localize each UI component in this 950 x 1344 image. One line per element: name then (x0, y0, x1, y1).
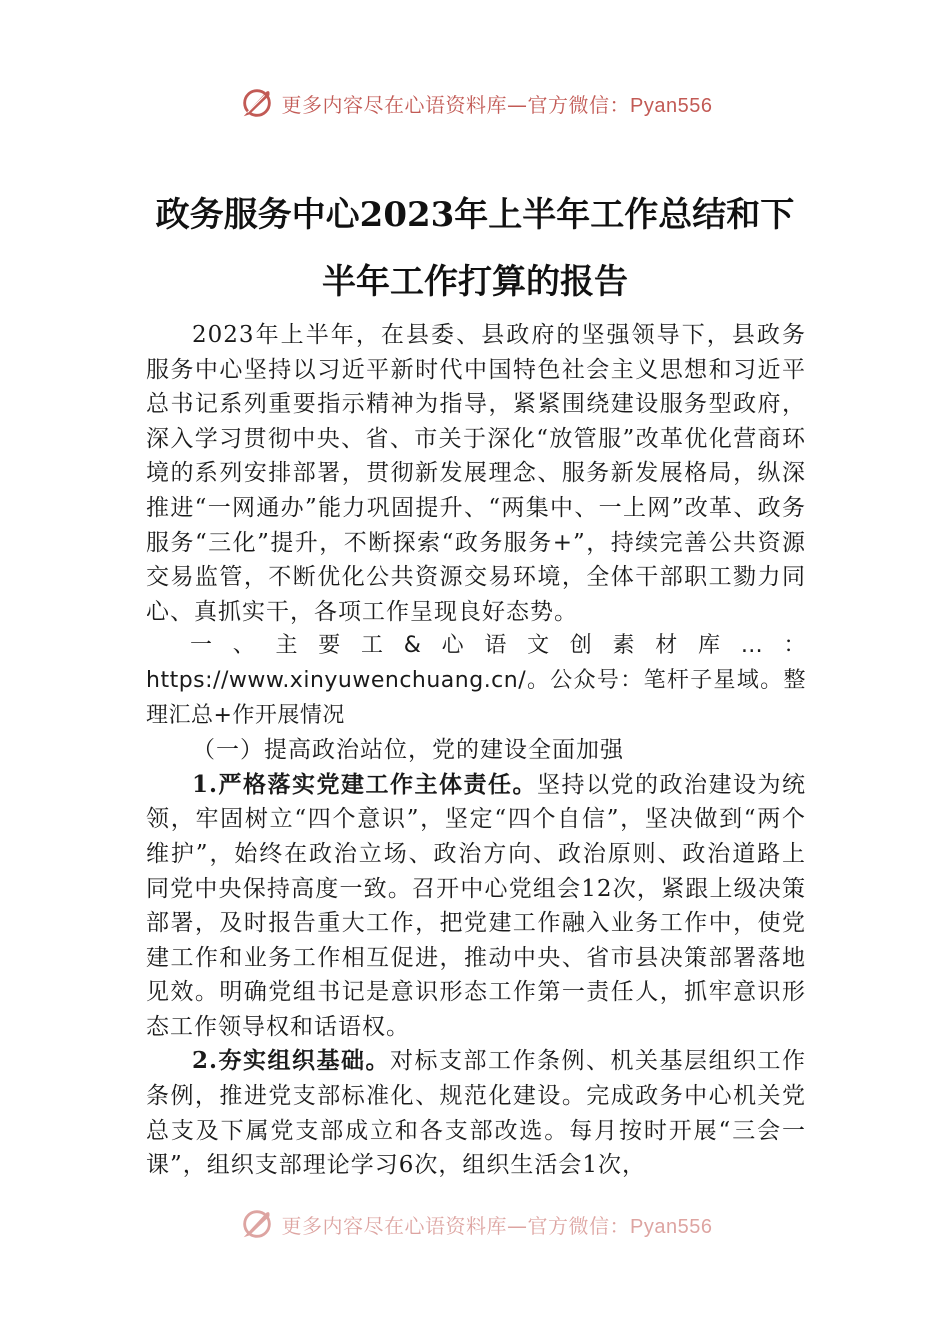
item-2-title: 2.夯实组织基础。 (192, 1047, 391, 1075)
feather-pen-logo-icon (238, 84, 276, 122)
item-1-body: 坚持以党的政治建设为统领，牢固树立“四个意识”，坚定“四个自信”，坚决做到“两个维护”，始终在政治立场、政治方向、政治原则、政治道路上同党中央保持高度一致。召开中心党组会12次，紧跟上级决策部署，及时报告重大工作，把党建工作融入业务工作中，使党建工作和业务工作相互促进，推动中央、省市县决策部署落地见效。明确党组书记是意识形态工作第一责任人，抓牢意识形态工作领导权和话语权。 (146, 771, 807, 1040)
footer-watermark (0, 1204, 950, 1244)
header-watermark (0, 80, 950, 126)
subsection-1-heading: （一）提高政治站位，党的建设全面加强 (192, 737, 624, 764)
item-2-paragraph (146, 1044, 806, 1182)
intro-paragraph: 2023年上半年，在县委、县政府的坚强领导下，县政务服务中心坚持以习近平新时代中国特色社会主义思想和习近平总书记系列重要指示精神为指导，紧紧围绕建设服务型政府，深入学习贯彻中央、省、市关于深化“放管服”改革优化营商环境的系列安排部署，贯彻新发展理念、服务新发展格局，纵深推进“一网通办”能力巩固提升、“两集中、一上网”改革、政务服务“三化”提升，不断探索“政务服务+”，持续完善公共资源交易监管，不断优化公共资源交易环境，全体干部职工勠力同心、真抓实干，各项工作呈现良好态势。 (146, 322, 806, 625)
document-title (100, 182, 850, 316)
section-1-heading: 一、主要工&心语文创素材库…：https://www.xinyuwenchuang.cn/。公众号：笔杆子星域。整理汇总+作开展情况 (146, 633, 806, 728)
title-line-2: 半年工作打算的报告 (322, 262, 628, 302)
footer-watermark-text: 更多内容尽在心语资料库—官方微信：Pyan556 (281, 1213, 713, 1238)
title-line-1: 政务服务中心2023年上半年工作总结和下 (155, 195, 795, 235)
item-1-paragraph (146, 768, 806, 1045)
header-watermark-text: 更多内容尽在心语资料库—官方微信：Pyan556 (281, 92, 713, 117)
document-body (146, 318, 806, 1183)
feather-pen-logo-icon (238, 1205, 276, 1243)
item-2-body: 对标支部工作条例、机关基层组织工作条例，推进党支部标准化、规范化建设。完成政务中心机关党总支及下属党支部成立和各支部改选。每月按时开展“三会一课”，组织支部理论学习6次，组织生活会1次， (146, 1048, 807, 1179)
item-1-title: 1.严格落实党建工作主体责任。 (192, 770, 538, 798)
